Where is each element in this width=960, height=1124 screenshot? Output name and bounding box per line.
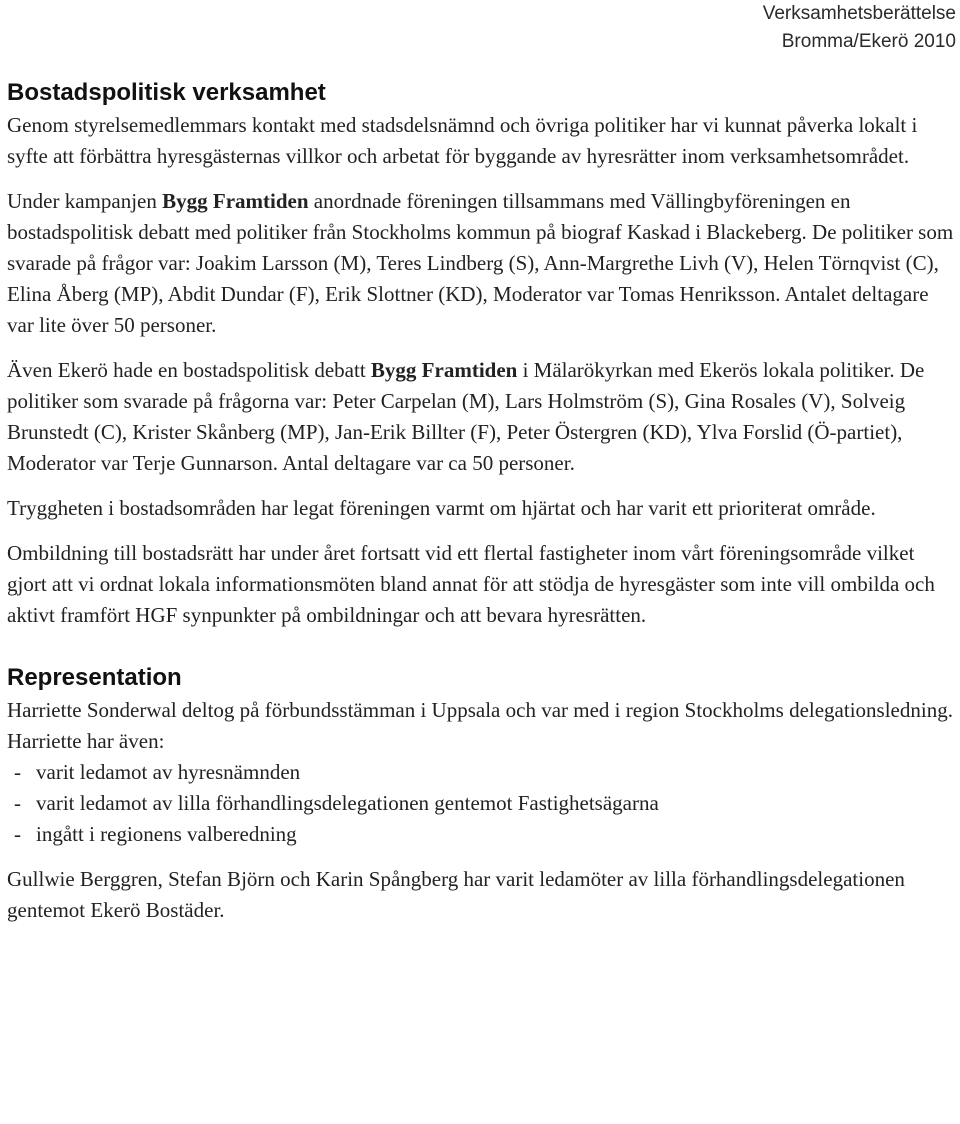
dash-bullet: - — [14, 760, 21, 784]
paragraph-also: Harriette har även: — [7, 729, 165, 753]
header-document-title: Verksamhetsberättelse — [762, 3, 956, 24]
paragraph-delegation-members: Gullwie Berggren, Stefan Björn och Karin Spångberg har varit ledamöter av lilla förhandlingsdelegationen gentemot Ekerö Bostäder. — [7, 867, 905, 922]
paragraph-stockholm-debate: Under kampanjen Bygg Framtiden anordnade föreningen tillsammans med Vällingbyföreningen en bostadspolitisk debatt med politiker från Stockholms kommun på biograf Kaskad i Blackeberg. De politiker som svarade på frågor var: Joakim Larsson (M), Teres Lindberg (S), Ann-Margrethe Livh (V), Helen Törnqvist (C), Elina Åberg (MP), Abdit Dundar (F), Erik Slottner (KD), Moderator var Tomas Henriksson. Antalet deltagare var lite över 50 personer. — [7, 189, 954, 337]
section-title-representation: Representation — [7, 664, 182, 691]
page-header — [763, 0, 956, 56]
paragraph-conversion: Ombildning till bostadsrätt har under året fortsatt vid ett flertal fastigheter inom vårt föreningsområde vilket gjort att vi ordnat lokala informationsmöten bland annat för att stödja de hyresgäster som inte vill ombilda och aktivt framfört HGF synpunkter på ombildningar och att bevara hyresrätten. — [7, 541, 935, 627]
dash-bullet: - — [14, 791, 21, 815]
paragraph-federation-meeting: Harriette Sonderwal deltog på förbundsstämman i Uppsala och var med i region Stockholms delegationsledning. — [7, 698, 953, 722]
header-org-year: Bromma/Ekerö 2010 — [781, 31, 956, 52]
list-item: - varit ledamot av hyresnämnden — [7, 757, 955, 788]
roles-list — [7, 757, 955, 850]
list-item: - ingått i regionens valberedning — [7, 819, 955, 850]
dash-bullet: - — [14, 822, 21, 846]
paragraph-safety: Tryggheten i bostadsområden har legat föreningen varmt om hjärtat och har varit ett prioriterat område. — [7, 496, 876, 520]
document-body — [7, 76, 955, 926]
section-title-housing-policy: Bostadspolitisk verksamhet — [7, 79, 326, 106]
paragraph-influence: Genom styrelsemedlemmars kontakt med stadsdelsnämnd och övriga politiker har vi kunnat påverka lokalt i syfte att förbättra hyresgästernas villkor och arbetat för byggande av hyresrätter inom verksamhetsområdet. — [7, 113, 918, 168]
paragraph-ekero-debate: Även Ekerö hade en bostadspolitisk debatt Bygg Framtiden i Mälarökyrkan med Ekerös lokala politiker. De politiker som svarade på frågorna var: Peter Carpelan (M), Lars Holmström (S), Gina Rosales (V), Solveig Brunstedt (C), Krister Skånberg (MP), Jan-Erik Billter (F), Peter Östergren (KD), Ylva Forslid (Ö-partiet), Moderator var Terje Gunnarson. Antal deltagare var ca 50 personer. — [7, 358, 925, 475]
campaign-name-bold: Bygg Framtiden — [162, 189, 309, 213]
list-item: - varit ledamot av lilla förhandlingsdelegationen gentemot Fastighetsägarna — [7, 788, 955, 819]
campaign-name-bold: Bygg Framtiden — [370, 358, 518, 382]
